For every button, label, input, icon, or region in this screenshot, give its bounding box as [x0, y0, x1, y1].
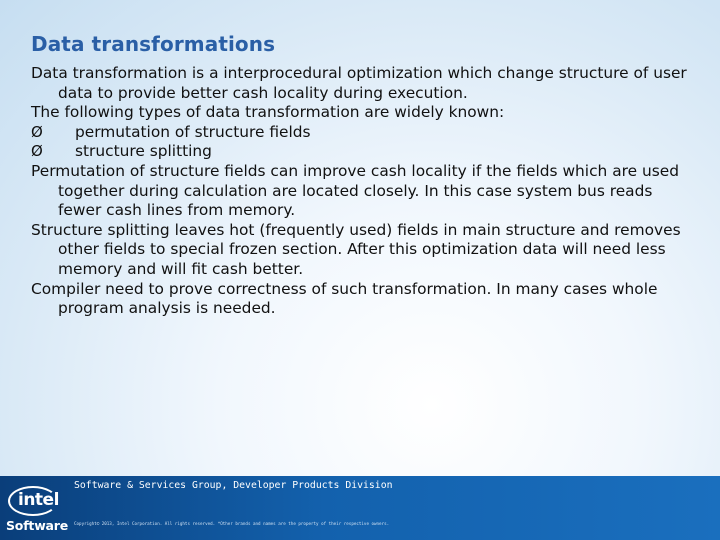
- bullet-item: [31, 142, 691, 162]
- intel-software-logo: [4, 486, 69, 536]
- arrow-bullet-icon: Ø: [31, 122, 43, 141]
- footer-copyright-text: Copyright© 2013, Intel Corporation. All rights reserved. *Other brands and names are the property of their respective owners.: [74, 521, 390, 526]
- logo-subtitle: Software: [6, 518, 69, 533]
- footer-division-text: Software & Services Group, Developer Products Division: [74, 480, 393, 491]
- body-paragraph-intro: Data transformation is a interprocedural optimization which change structure of user data to provide better cash locality during execution.: [31, 64, 687, 102]
- arrow-bullet-icon: Ø: [31, 142, 43, 161]
- body-paragraph-splitting: Structure splitting leaves hot (frequently used) fields in main structure and removes other fields to special frozen section. After this optimization data will need less memory and will fit cash better.: [31, 220, 681, 278]
- footer-band: [0, 476, 720, 540]
- bullet-text: structure splitting: [75, 142, 212, 161]
- logo-wordmark: intel: [18, 490, 59, 510]
- slide-title: Data transformations: [31, 32, 276, 56]
- slide-body: [31, 64, 691, 319]
- body-paragraph-compiler: Compiler need to prove correctness of such transformation. In many cases whole program analysis is needed.: [31, 279, 658, 318]
- body-paragraph-permutation: Permutation of structure fields can improve cash locality if the fields which are used together during calculation are located closely. In this case system bus reads fewer cash lines from memory.: [31, 161, 679, 220]
- body-paragraph-types: The following types of data transformation are widely known:: [31, 103, 505, 122]
- bullet-text: permutation of structure fields: [75, 122, 311, 141]
- bullet-item: [31, 123, 691, 143]
